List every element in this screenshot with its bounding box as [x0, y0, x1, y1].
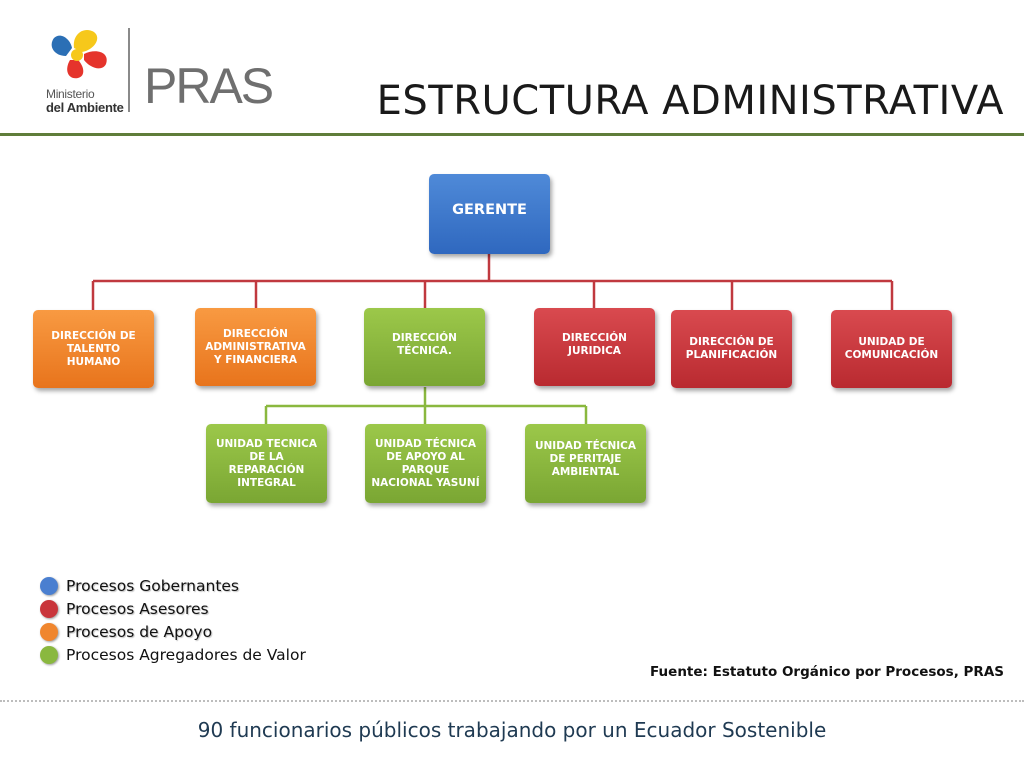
- legend-dot-orange-icon: [40, 623, 58, 641]
- pras-logo-text: PRAS: [144, 58, 273, 114]
- source-note: Fuente: Estatuto Orgánico por Procesos, PRAS: [650, 664, 1004, 680]
- org-node-planificacion: DIRECCIÓN DE PLANIFICACIÓN: [671, 310, 792, 388]
- page-title: ESTRUCTURA ADMINISTRATIVA: [376, 78, 1004, 124]
- org-node-comunicacion: UNIDAD DE COMUNICACIÓN: [831, 310, 952, 388]
- legend-dot-red-icon: [40, 600, 58, 618]
- legend-label: Procesos Agregadores de Valor: [66, 646, 306, 664]
- logo-line1: Ministerio: [46, 87, 95, 101]
- legend-label: Procesos Gobernantes: [66, 577, 240, 595]
- org-node-administrativa-financiera: DIRECCIÓN ADMINISTRATIVA Y FINANCIERA: [195, 308, 316, 386]
- logo-line2: del Ambiente: [46, 100, 124, 115]
- legend-label: Procesos de Apoyo: [66, 623, 213, 641]
- footer-tagline: 90 funcionarios públicos trabajando por un Ecuador Sostenible: [197, 718, 827, 742]
- org-node-juridica: DIRECCIÓN JURIDICA: [534, 308, 655, 386]
- org-node-unidad-yasuni: UNIDAD TÉCNICA DE APOYO AL PARQUE NACIONAL YASUNÍ: [365, 424, 486, 503]
- legend-dot-green-icon: [40, 646, 58, 664]
- org-node-gerente: GERENTE: [429, 174, 550, 254]
- org-node-unidad-peritaje: UNIDAD TÉCNICA DE PERITAJE AMBIENTAL: [525, 424, 646, 503]
- org-node-unidad-reparacion: UNIDAD TECNICA DE LA REPARACIÓN INTEGRAL: [206, 424, 327, 503]
- org-node-talento-humano: DIRECCIÓN DE TALENTO HUMANO: [33, 310, 154, 388]
- legend-label: Procesos Asesores: [66, 600, 209, 618]
- footer-divider: [0, 700, 1024, 702]
- green-connectors: [266, 387, 586, 424]
- red-connectors: [93, 254, 892, 310]
- org-node-direccion-tecnica: DIRECCIÓN TÉCNICA.: [364, 308, 485, 386]
- legend-dot-blue-icon: [40, 577, 58, 595]
